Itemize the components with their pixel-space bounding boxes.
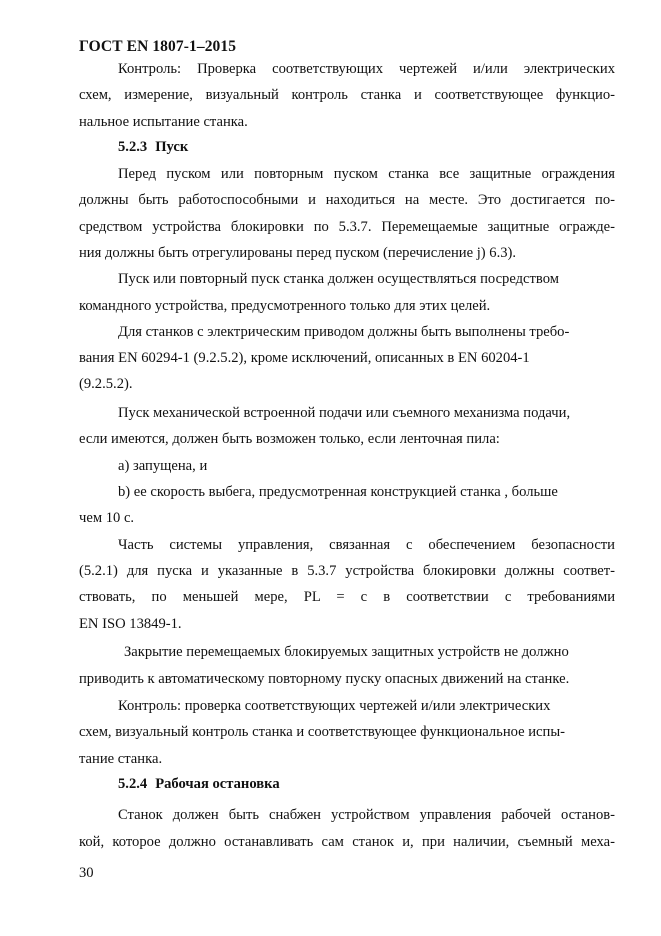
section-title: Рабочая остановка xyxy=(155,776,280,792)
list-item: а) запущена, и xyxy=(118,458,208,474)
paragraph-line: если имеются, должен быть возможен только, если ленточная пила: xyxy=(79,431,500,447)
section-number: 5.2.3 xyxy=(118,139,148,155)
paragraph-line: Станок должен быть снабжен устройством управления рабочей останов- xyxy=(118,807,615,823)
paragraph-line: кой, которое должно останавливать сам станок и, при наличии, съемный меха- xyxy=(79,834,615,850)
section-heading-5-2-3 xyxy=(118,139,188,156)
paragraph-line: Для станков с электрическим приводом должны быть выполнены требо- xyxy=(118,324,570,340)
paragraph-line: схем, визуальный контроль станка и соответствующее функциональное испы- xyxy=(79,724,565,740)
page-number: 30 xyxy=(79,865,94,881)
paragraph-line: Пуск или повторный пуск станка должен осуществляться посредством xyxy=(118,271,559,287)
paragraph-line: (5.2.1) для пуска и указанные в 5.3.7 устройства блокировки должны соответ- xyxy=(79,563,615,579)
paragraph-line: командного устройства, предусмотренного только для этих целей. xyxy=(79,298,491,314)
section-heading-5-2-4 xyxy=(118,776,280,793)
paragraph-line: ствовать, по меньшей мере, PL = c в соответствии с требованиями xyxy=(79,589,615,605)
paragraph-line: нальное испытание станка. xyxy=(79,114,248,130)
paragraph-line: приводить к автоматическому повторному пуску опасных движений на станке. xyxy=(79,671,570,687)
paragraph-line: чем 10 с. xyxy=(79,510,135,526)
paragraph-line: Контроль: проверка соответствующих чертежей и/или электрических xyxy=(118,698,551,714)
paragraph-line: (9.2.5.2). xyxy=(79,376,133,392)
paragraph-line: EN ISO 13849-1. xyxy=(79,616,182,632)
paragraph-line: ния должны быть отрегулированы перед пуском (перечисление j) 6.3). xyxy=(79,245,517,261)
list-item: b) ее скорость выбега, предусмотренная конструкцией станка , больше xyxy=(118,484,558,500)
paragraph-line: Контроль: Проверка соответствующих чертежей и/или электрических xyxy=(118,61,615,77)
paragraph-line: Закрытие перемещаемых блокируемых защитных устройств не должно xyxy=(124,644,569,660)
paragraph-line: схем, измерение, визуальный контроль станка и соответствующее функцио- xyxy=(79,87,615,103)
paragraph-line: тание станка. xyxy=(79,751,163,767)
section-title: Пуск xyxy=(155,139,189,155)
paragraph-line: Пуск механической встроенной подачи или съемного механизма подачи, xyxy=(118,405,571,421)
standard-header: ГОСТ EN 1807-1–2015 xyxy=(79,38,237,55)
paragraph-line: вания EN 60294-1 (9.2.5.2), кроме исключений, описанных в EN 60204-1 xyxy=(79,350,530,366)
section-number: 5.2.4 xyxy=(118,776,148,792)
paragraph-line: Перед пуском или повторным пуском станка все защитные ограждения xyxy=(118,166,615,182)
paragraph-line: средством устройства блокировки по 5.3.7. Перемещаемые защитные огражде- xyxy=(79,219,615,235)
paragraph-line: Часть системы управления, связанная с обеспечением безопасности xyxy=(118,537,615,553)
paragraph-line: должны быть работоспособными и находиться на месте. Это достигается по- xyxy=(79,192,615,208)
